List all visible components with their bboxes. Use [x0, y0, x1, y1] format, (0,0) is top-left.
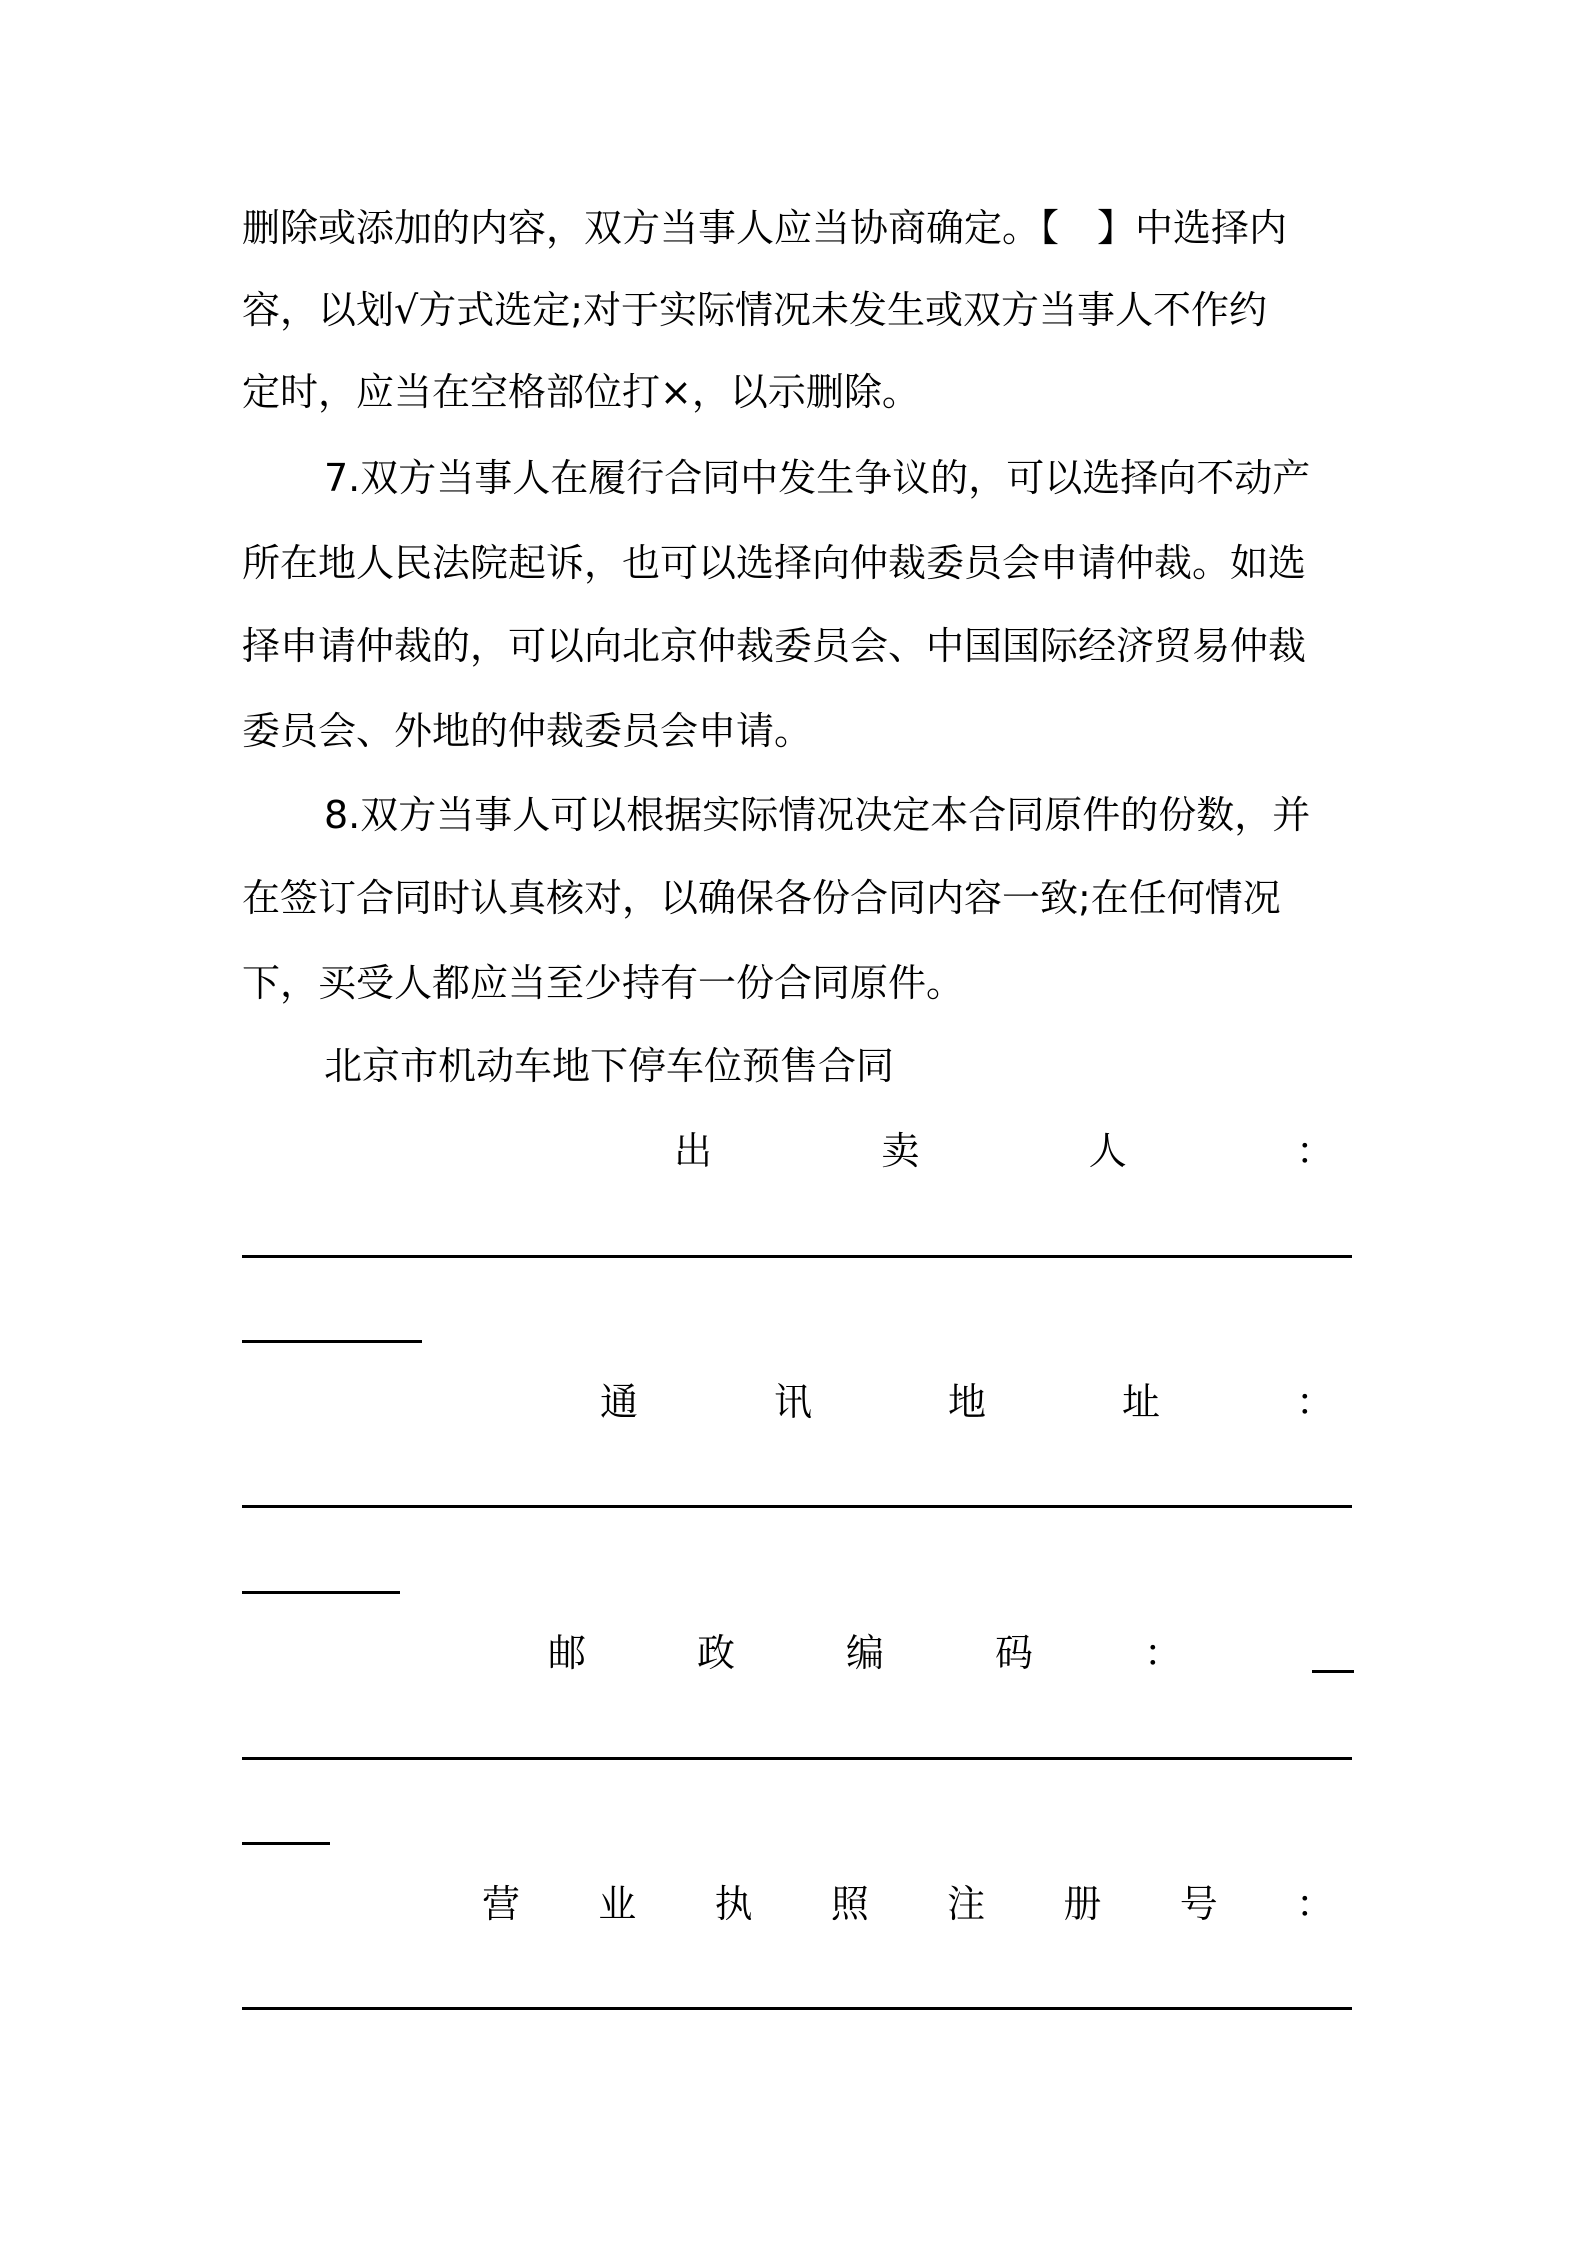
postcode-label: 邮 政 编 码 ： — [548, 1631, 1182, 1675]
seller-blank-line — [242, 1255, 1352, 1258]
clause-7-line: 7.双方当事人在履行合同中发生争议的，可以选择向不动产 — [324, 456, 1311, 500]
paragraph-line: 所在地人民法院起诉，也可以选择向仲裁委员会申请仲裁。如选 — [242, 541, 1307, 585]
address-blank-line-end — [242, 1591, 400, 1594]
license-number-label: 营 业 执 照 注 册 号 ： — [482, 1882, 1334, 1926]
paragraph-line: 容，以划√方式选定;对于实际情况未发生或双方当事人不作约 — [242, 288, 1268, 332]
seller-label: 出 卖 人 ： — [674, 1129, 1334, 1173]
address-blank-line — [242, 1505, 1352, 1508]
paragraph-line: 委员会、外地的仲裁委员会申请。 — [242, 709, 813, 753]
postcode-blank-line — [242, 1757, 1352, 1760]
paragraph-line: 定时，应当在空格部位打×，以示删除。 — [242, 370, 920, 414]
contract-title: 北京市机动车地下停车位预售合同 — [324, 1044, 895, 1088]
paragraph-line: 在签订合同时认真核对，以确保各份合同内容一致;在任何情况 — [242, 876, 1281, 920]
paragraph-line: 删除或添加的内容，双方当事人应当协商确定。【 】中选择内 — [242, 206, 1288, 250]
postcode-blank-start — [1312, 1670, 1354, 1673]
seller-blank-line-end — [242, 1340, 422, 1343]
license-blank-line — [242, 2007, 1352, 2010]
paragraph-line: 择申请仲裁的，可以向北京仲裁委员会、中国国际经济贸易仲裁 — [242, 624, 1307, 668]
clause-8-line: 8.双方当事人可以根据实际情况决定本合同原件的份数，并 — [324, 793, 1311, 837]
address-label: 通 讯 地 址 ： — [600, 1380, 1334, 1424]
postcode-blank-line-end — [242, 1842, 330, 1845]
paragraph-line: 下，买受人都应当至少持有一份合同原件。 — [242, 961, 965, 1005]
